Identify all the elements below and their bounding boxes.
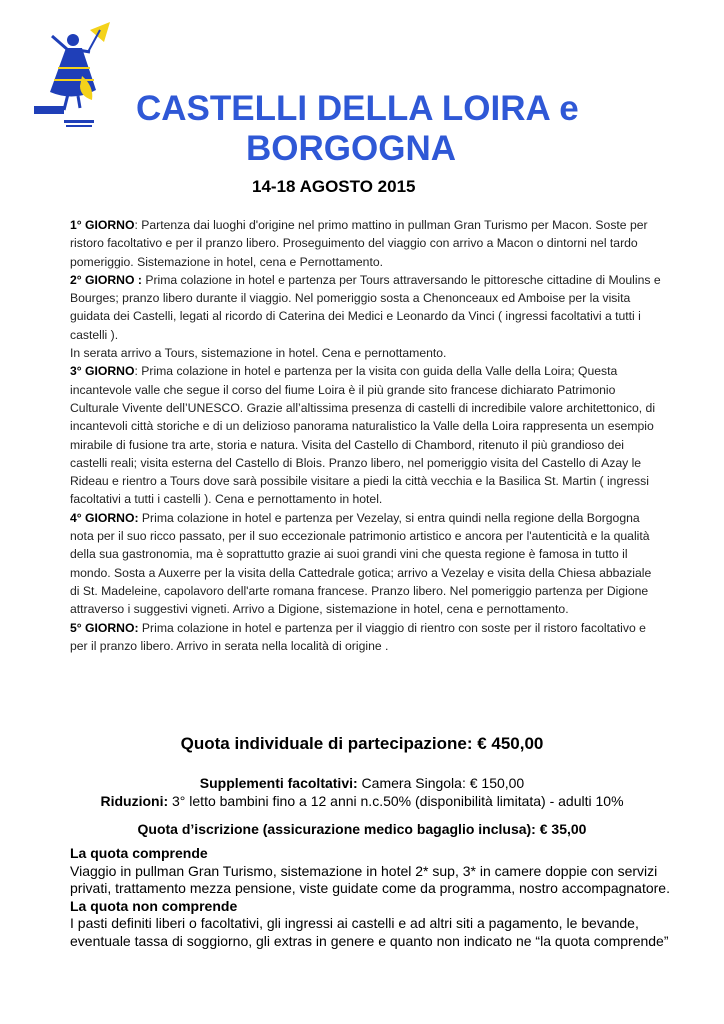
day-label: 4° GIORNO: xyxy=(70,510,139,525)
day-label: 3° GIORNO xyxy=(70,364,135,379)
includes-heading: La quota comprende xyxy=(70,845,208,861)
day-2 xyxy=(70,271,662,344)
supplements xyxy=(0,774,724,810)
day-text: Prima colazione in hotel e partenza per la visita con guida della Valle della Loira; Questa incantevole valle che segue il corso del fiume Loira è il più grande sito francese dichiarato Patrimonio Culturale Vivente dell’UNESCO. Grazie all’altissima presenza di castelli di incredibile valore architettonico, di incantevoli città storiche e di un delizioso panorama naturalistico la Valle della Loira rappresenta un esempio mirabile di fusione tra arte, storia e natura. Visita del Castello di Chambord, ritenuto il più grandioso dei castelli reali; visita esterna del Castello di Blois. Pranzo libero, nel pomeriggio visita del Castello di Azay le Rideau e rientro a Tours dove sarà possibile visitare a piedi la città vecchia e la Basilica St. Martin ( ingressi facoltativi a tutti i castelli ). Cena e pernottamento in hotel. xyxy=(70,364,656,507)
day-label: 2° GIORNO : xyxy=(70,272,142,287)
dancing-figure-logo-icon xyxy=(30,20,125,132)
day-label: 1° GIORNO xyxy=(70,218,135,232)
day-5 xyxy=(70,619,662,656)
includes-text: Viaggio in pullman Gran Turismo, sistemazione in hotel 2* sup, 3* in camere doppie con servizi privati, trattamento mezza pensione, viste guidate come da programma, nostro accompagnatore. xyxy=(70,862,670,896)
day-2-extra: In serata arrivo a Tours, sistemazione in hotel. Cena e pernottamento. xyxy=(70,346,447,361)
day-3 xyxy=(70,362,662,508)
day-text: Prima colazione in hotel e partenza per il viaggio di rientro con soste per il ristoro facoltativo e per il pranzo libero. Arrivo in serata nella località di origine . xyxy=(70,620,646,653)
title-line-1: CASTELLI DELLA LOIRA e xyxy=(136,89,579,128)
supplements-line xyxy=(0,774,724,792)
day-text: Partenza dai luoghi d'origine nel primo mattino in pullman Gran Turismo per Macon. Soste per ristoro facoltativo e per il pranzo libero. Proseguimento del viaggio con arrivo a Macon o dintorni nel tardo pomeriggio. Sistemazione in hotel, cena e Pernottamento. xyxy=(70,218,648,269)
itinerary xyxy=(70,216,662,655)
reductions-label: Riduzioni: xyxy=(100,793,169,809)
day-text: Prima colazione in hotel e partenza per Vezelay, si entra quindi nella regione della Borgogna nota per il suo ricco passato, per il suo eccezionale patrimonio artistico e ancora per l'autenticità e la qualità della sua gastronomia, ma è soprattutto grazie ai suoi grandi vini che questa regione è famosa in tutto il mondo. Sosta a Auxerre per la visita della Cattedrale gotica; arrivo a Vezelay e visita della Chiesa abbaziale di St. Madeleine, capolavoro dell'arte romana francese. Pranzo libero. Nel pomeriggio partenza per Digione attraverso i suggestivi vigneti. Arrivo a Digione, sistemazione in hotel, cena e pernottamento. xyxy=(70,510,652,617)
day-separator: : xyxy=(134,218,142,232)
day-separator: : xyxy=(134,364,142,379)
title-line-2: BORGOGNA xyxy=(246,129,456,168)
includes-section xyxy=(70,845,670,950)
registration-fee: Quota d’iscrizione (assicurazione medico bagaglio inclusa): € 35,00 xyxy=(137,821,587,837)
reductions-line xyxy=(0,792,724,810)
trip-dates: 14-18 AGOSTO 2015 xyxy=(252,177,416,196)
day-text: Prima colazione in hotel e partenza per Tours attraversando le pittoresche cittadine di Moulins e Bourges; pranzo libero durante il viaggio. Nel pomeriggio sosta a Chenonceaux ed Amboise per la visita guidata dei Castelli, legati al ricordo di Caterina dei Medici e Leonardo da Vinci ( ingressi facoltativi a tutti i castelli ). xyxy=(70,272,661,342)
day-1 xyxy=(70,216,662,271)
price-quota: Quota individuale di partecipazione: € 450,00 xyxy=(180,734,544,753)
supplements-label: Supplementi facoltativi: xyxy=(199,775,358,791)
excludes-heading: La quota non comprende xyxy=(70,897,238,914)
reductions-text: 3° letto bambini fino a 12 anni n.c.50% (disponibilità limitata) - adulti 10% xyxy=(168,793,624,809)
supplements-text: Camera Singola: € 150,00 xyxy=(357,775,525,791)
excludes-text: I pasti definiti liberi o facoltativi, gli ingressi ai castelli e ad altri siti a pagamento, le bevande, eventuale tassa di soggiorno, gli extras in genere e quanto non indicato ne “la quota comprende” xyxy=(70,915,669,949)
day-label: 5° GIORNO: xyxy=(70,620,139,635)
day-4 xyxy=(70,509,662,619)
